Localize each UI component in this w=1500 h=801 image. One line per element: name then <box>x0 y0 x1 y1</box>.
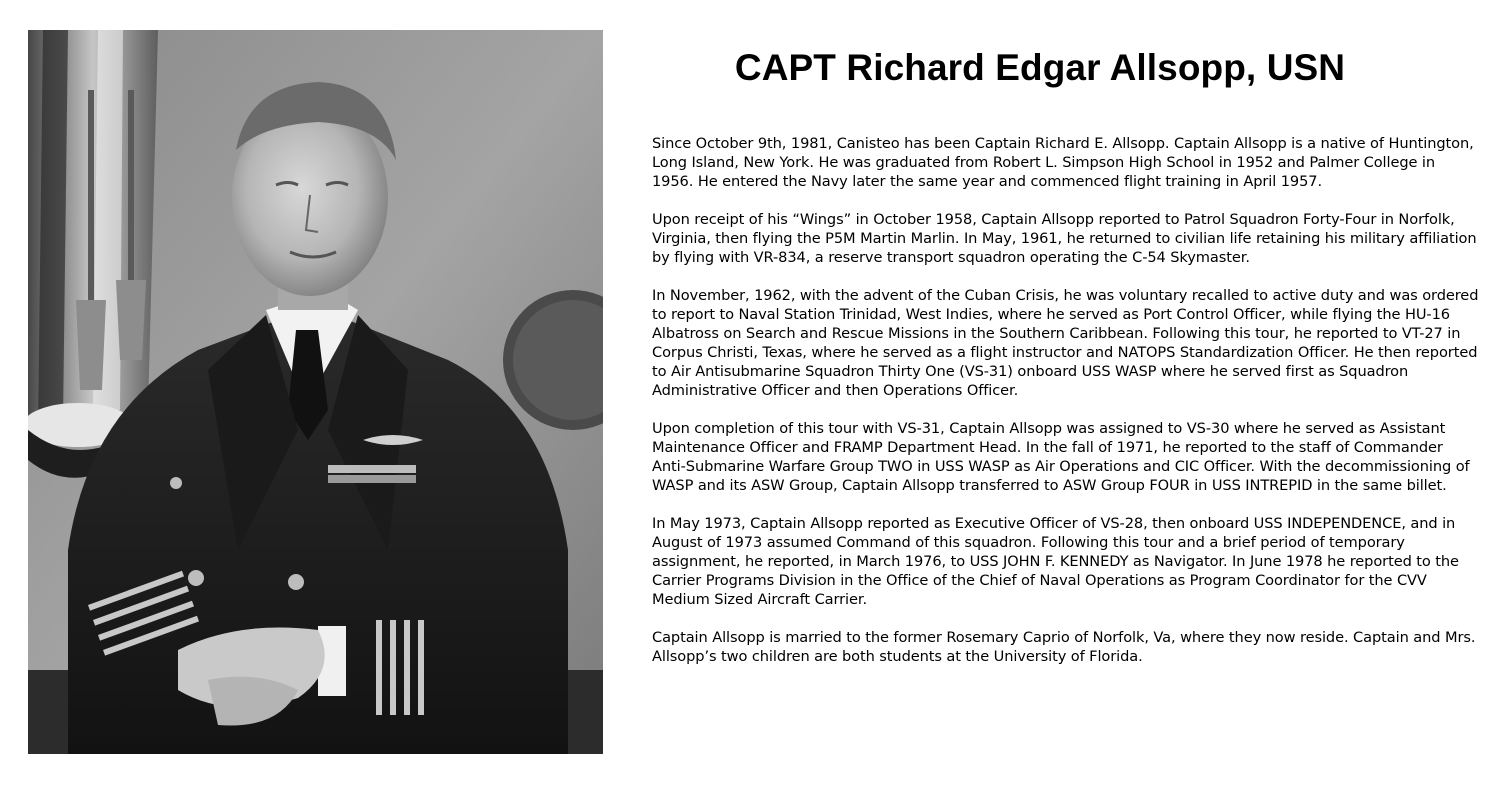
bio-paragraph-1: Since October 9th, 1981, Canisteo has been Captain Richard E. Allsopp. Captain Allsopp is a native of Huntington, Long Island, New York. He was graduated from Robert L. Simpson High School in 1952 and Palmer College in 1956. He entered the Navy later the same year and commenced flight training in April 1957. <box>652 135 1474 190</box>
bio-paragraph-5: In May 1973, Captain Allsopp reported as Executive Officer of VS-28, then onboard USS INDEPENDENCE, and in August of 1973 assumed Command of this squadron. Following this tour and a brief period of temporary assignment, he reported, in March 1976, to USS JOHN F. KENNEDY as Navigator. In June 1978 he reported to the Carrier Programs Division in the Office of the Chief of Naval Operations as Program Coordinator for the CVV Medium Sized Aircraft Carrier. <box>652 515 1459 608</box>
bio-paragraph-3: In November, 1962, with the advent of the Cuban Crisis, he was voluntary recalled to active duty and was ordered to report to Naval Station Trinidad, West Indies, where he served as Port Control Officer, while flying the HU-16 Albatross on Search and Rescue Missions in the Southern Caribbean. Following this tour, he reported to VT-27 in Corpus Christi, Texas, where he served as a flight instructor and NATOPS Standardization Officer. He then reported to Air Antisubmarine Squadron Thirty One (VS-31) onboard USS WASP where he served first as Squadron Administrative Officer and then Operations Officer. <box>652 287 1479 399</box>
page-title: CAPT Richard Edgar Allsopp, USN <box>734 47 1346 88</box>
bio-paragraph-6: Captain Allsopp is married to the former Rosemary Caprio of Norfolk, Va, where they now reside. Captain and Mrs. Allsopp’s two children are both students at the University of Florida. <box>652 629 1476 665</box>
portrait-photo <box>28 30 603 754</box>
biography <box>652 134 1480 685</box>
bio-paragraph-4: Upon completion of this tour with VS-31, Captain Allsopp was assigned to VS-30 where he served as Assistant Maintenance Officer and FRAMP Department Head. In the fall of 1971, he reported to the staff of Commander Anti-Submarine Warfare Group TWO in USS WASP as Air Operations and CIC Officer. With the decommissioning of WASP and its ASW Group, Captain Allsopp transferred to ASW Group FOUR in USS INTREPID in the same billet. <box>652 420 1470 494</box>
bio-paragraph-2: Upon receipt of his “Wings” in October 1958, Captain Allsopp reported to Patrol Squadron Forty-Four in Norfolk, Virginia, then flying the P5M Martin Marlin. In May, 1961, he returned to civilian life retaining his military affiliation by flying with VR-834, a reserve transport squadron operating the C-54 Skymaster. <box>652 211 1477 266</box>
